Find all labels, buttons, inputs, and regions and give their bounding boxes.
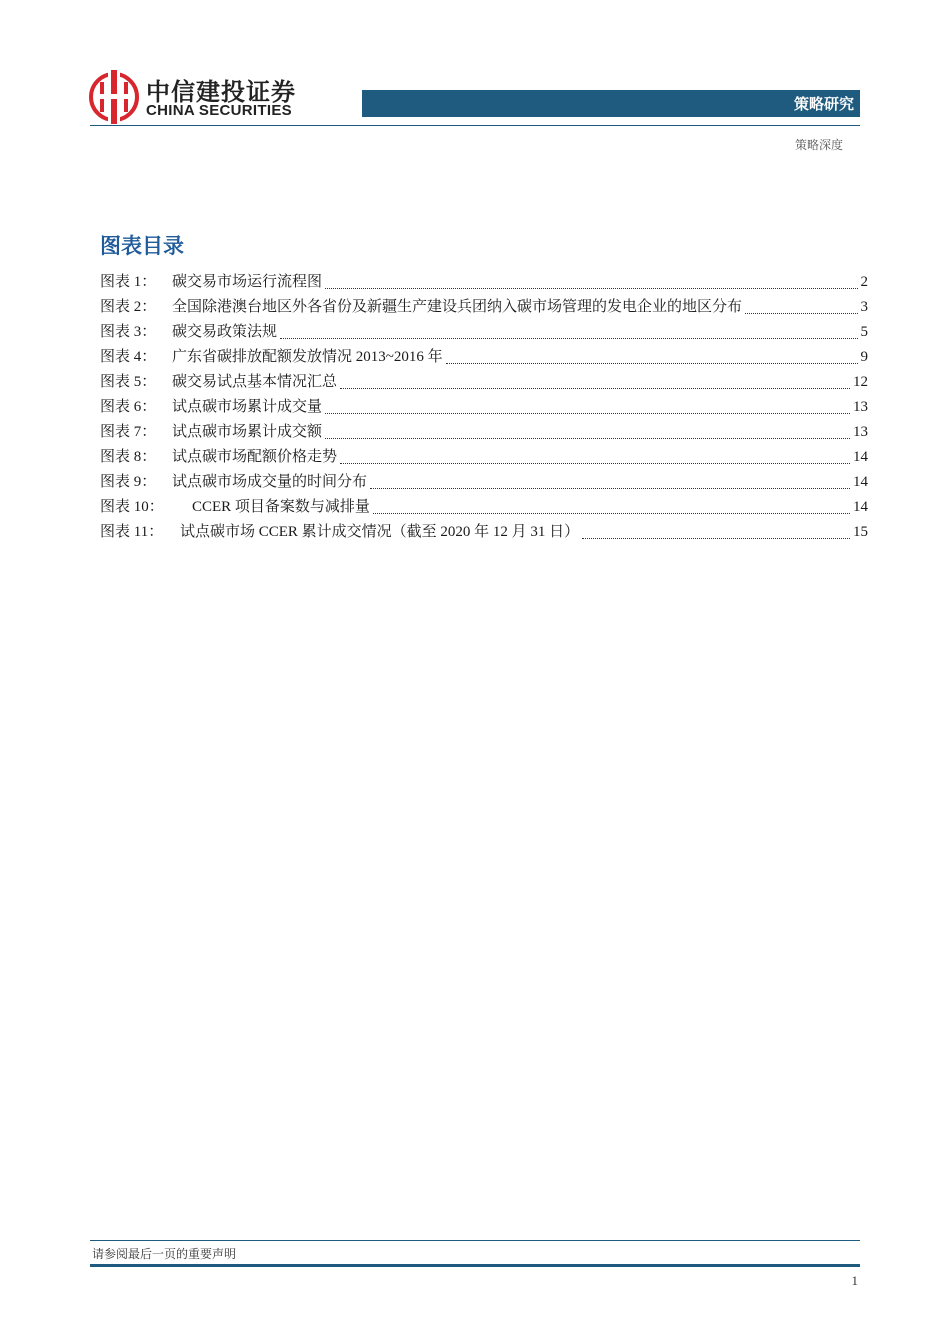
header-divider (90, 125, 860, 126)
toc-leader-dots (340, 388, 850, 389)
toc-entry-label: 图表 3： (100, 324, 157, 340)
toc-entry[interactable] (100, 295, 868, 320)
toc-entry-page: 14 (853, 499, 868, 515)
toc-entry-label: 图表 1： (100, 274, 157, 290)
toc-entry[interactable] (100, 370, 868, 395)
toc-entry-title: 全国除港澳台地区外各省份及新疆生产建设兵团纳入碳市场管理的发电企业的地区分布 (172, 299, 743, 315)
toc-entry-page: 14 (853, 449, 868, 465)
toc-leader-dots (325, 438, 850, 439)
toc-entry-label: 图表 11： (100, 524, 164, 540)
toc-entry-title: 试点碳市场累计成交额 (172, 424, 323, 440)
toc-leader-dots (325, 288, 857, 289)
logo-chinese-name: 中信建投证券 (146, 78, 296, 106)
toc-entry-title: 试点碳市场配额价格走势 (172, 449, 338, 465)
report-type-label: 策略深度 (794, 138, 843, 152)
toc-entry-title: 碳交易政策法规 (172, 324, 278, 340)
toc-leader-dots (446, 363, 858, 364)
toc-entry-page: 13 (853, 399, 868, 415)
section-label: 策略研究 (793, 95, 854, 113)
toc-entry-page: 12 (853, 374, 868, 390)
toc-entry-page: 3 (860, 299, 868, 315)
toc-entry-label: 图表 5： (100, 374, 157, 390)
toc-entry-label: 图表 9： (100, 474, 157, 490)
citic-logo-icon (88, 68, 140, 126)
toc-entry[interactable] (100, 495, 868, 520)
toc-entry-page: 13 (853, 424, 868, 440)
toc-heading: 图表目录 (100, 234, 184, 258)
toc-entry[interactable] (100, 420, 868, 445)
page-number: 1 (851, 1273, 858, 1288)
toc-entry-page: 5 (860, 324, 868, 340)
toc-entry-page: 9 (860, 349, 868, 365)
toc-leader-dots (373, 513, 850, 514)
toc-entry-label: 图表 7： (100, 424, 157, 440)
toc-entry-title: 试点碳市场 CCER 累计成交情况（截至 2020 年 12 月 31 日） (180, 524, 580, 540)
disclaimer-note: 请参阅最后一页的重要声明 (92, 1247, 237, 1261)
toc-entry-page: 14 (853, 474, 868, 490)
toc-leader-dots (745, 313, 857, 314)
header-section-bar (362, 90, 860, 117)
toc-entry[interactable] (100, 320, 868, 345)
table-of-figures (100, 270, 868, 545)
toc-entry-title: CCER 项目备案数与减排量 (192, 499, 370, 515)
toc-leader-dots (280, 338, 857, 339)
toc-entry-title: 碳交易试点基本情况汇总 (172, 374, 338, 390)
toc-entry-label: 图表 10： (100, 499, 164, 515)
toc-leader-dots (582, 538, 850, 539)
footer-bar (90, 1264, 860, 1267)
toc-entry-label: 图表 2： (100, 299, 157, 315)
toc-entry-title: 碳交易市场运行流程图 (172, 274, 323, 290)
company-logo (88, 68, 348, 128)
toc-entry[interactable] (100, 470, 868, 495)
footer-divider (90, 1240, 860, 1241)
toc-entry[interactable] (100, 270, 868, 295)
toc-entry[interactable] (100, 395, 868, 420)
toc-entry-title: 广东省碳排放配额发放情况 2013~2016 年 (172, 349, 443, 365)
toc-entry-label: 图表 6： (100, 399, 157, 415)
toc-entry-title: 试点碳市场累计成交量 (172, 399, 323, 415)
toc-entry-label: 图表 8： (100, 449, 157, 465)
toc-entry[interactable] (100, 520, 868, 545)
toc-entry-title: 试点碳市场成交量的时间分布 (172, 474, 368, 490)
toc-leader-dots (340, 463, 850, 464)
logo-english-name: CHINA SECURITIES (146, 102, 292, 119)
toc-leader-dots (370, 488, 850, 489)
toc-entry-page: 2 (860, 274, 868, 290)
toc-entry-page: 15 (853, 524, 868, 540)
toc-entry[interactable] (100, 345, 868, 370)
toc-entry[interactable] (100, 445, 868, 470)
toc-leader-dots (325, 413, 850, 414)
toc-entry-label: 图表 4： (100, 349, 157, 365)
